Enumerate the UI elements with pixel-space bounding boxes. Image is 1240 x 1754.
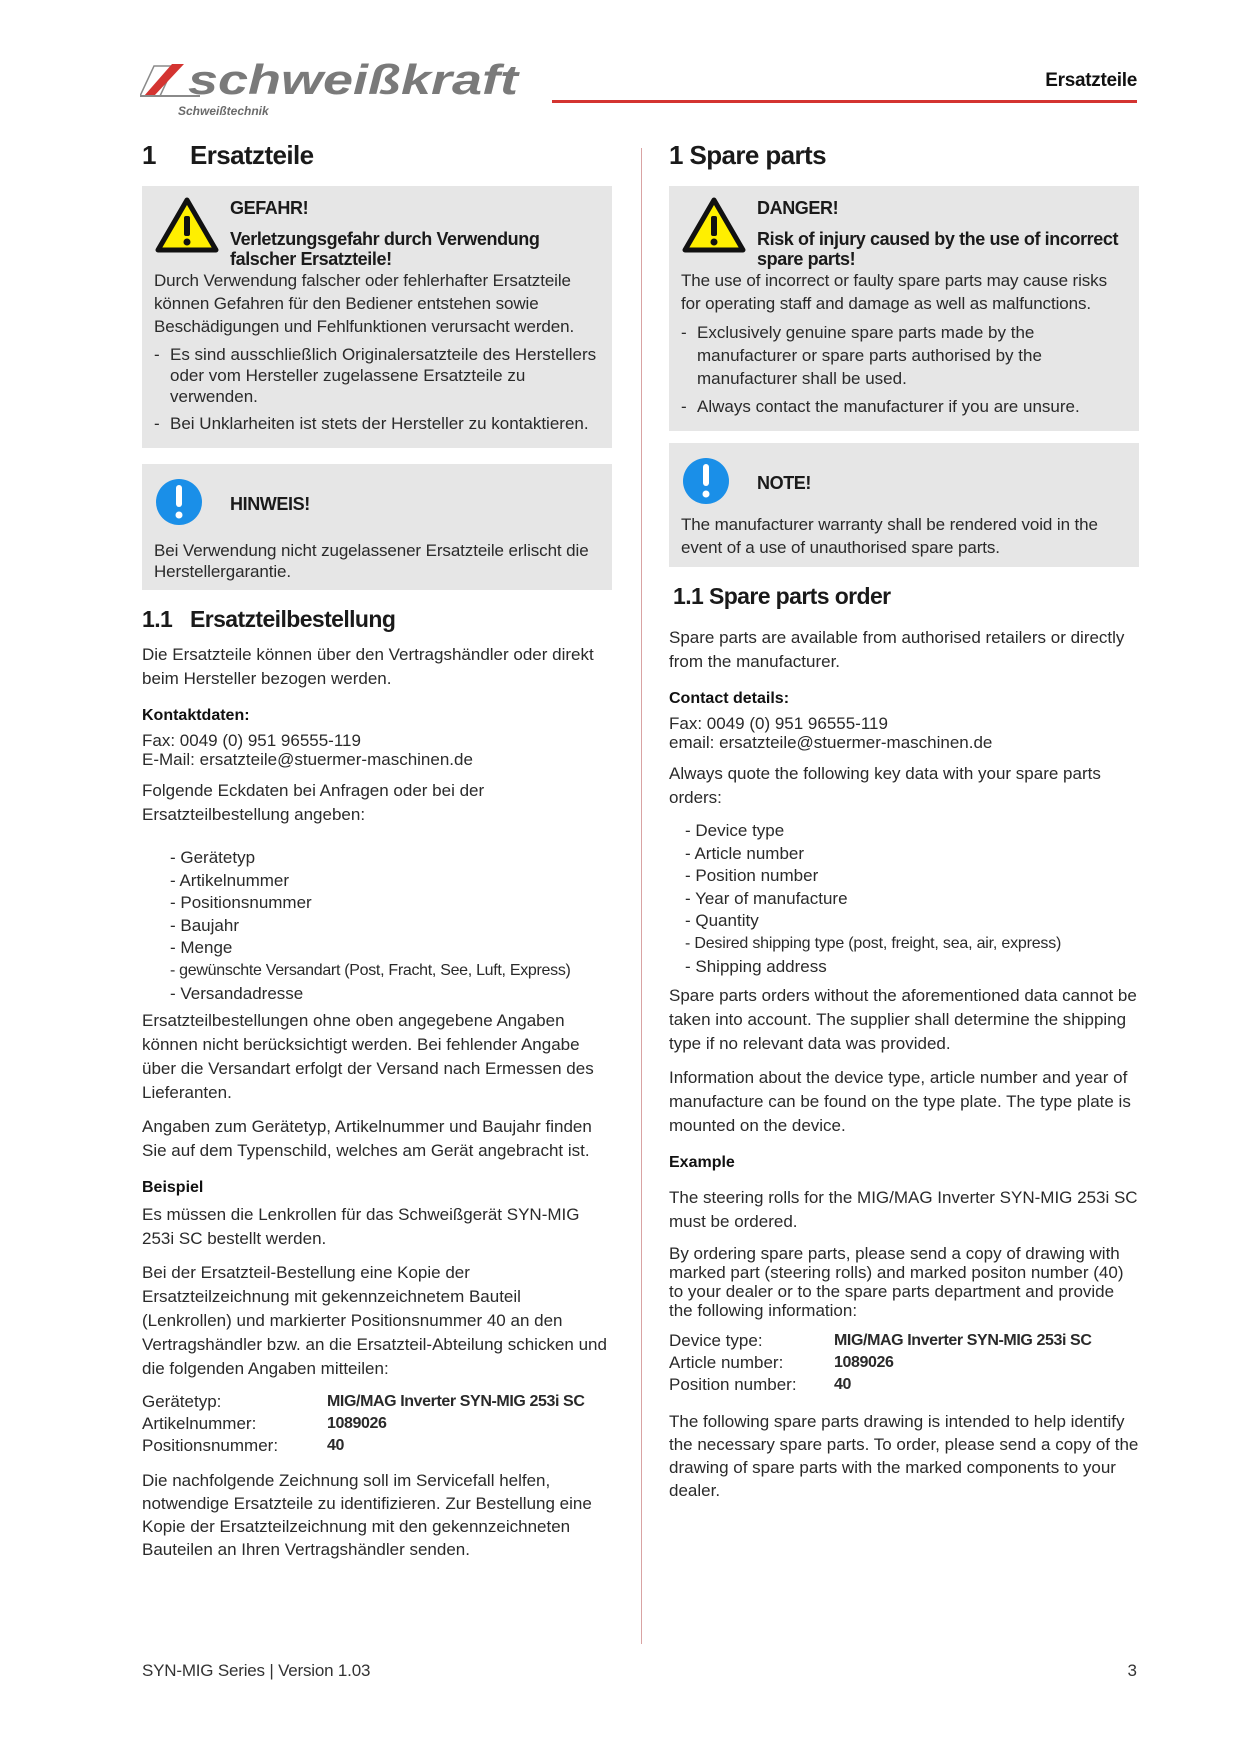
kv-row-article-number-en: Article number: 1089026 xyxy=(669,1353,894,1373)
danger-subtitle-en: Risk of injury caused by the use of incorrect spare parts! xyxy=(757,229,1119,269)
keydata-item-en: - Shipping address xyxy=(685,956,827,976)
note-text-en: The manufacturer warranty shall be rendered void in the event of a use of unauthorised spare parts. xyxy=(681,515,1098,557)
keydata-item-en: - Desired shipping type (post, freight, sea, air, express) xyxy=(685,934,1062,952)
keydata-item: - Baujahr xyxy=(170,915,239,935)
danger-box-en xyxy=(669,186,1139,431)
example-text: Es müssen die Lenkrollen für das Schweißgerät SYN-MIG 253i SC bestellt werden. xyxy=(142,1205,580,1249)
example-text-en: The steering rolls for the MIG/MAG Inverter SYN-MIG 253i SC must be ordered. xyxy=(669,1188,1138,1232)
danger-list-item: - Es sind ausschließlich Originalersatzteile des Herstellers oder vom Hersteller zugelassene Ersatzteile zu verwenden. xyxy=(154,344,600,407)
danger-box xyxy=(142,186,612,448)
fax-number: Fax: 0049 (0) 951 96555-119 xyxy=(142,731,361,750)
keydata-item: - gewünschte Versandart (Post, Fracht, See, Luft, Express) xyxy=(170,961,571,979)
closing-paragraph: Die nachfolgende Zeichnung soll im Servicefall helfen, notwendige Ersatzteile zu identifizieren. Zur Bestellung eine Kopie der Ersatzteilzeichnung mit den gekennzeichneten Bauteilen an Ihren Vertragshändler senden. xyxy=(142,1471,592,1560)
kv-row-device-type-en: Device type: MIG/MAG Inverter SYN-MIG 253i SC xyxy=(669,1331,1092,1351)
missing-data-paragraph: Ersatzteilbestellungen ohne oben angegebene Angaben können nicht berücksichtigt werden. Bei fehlender Angabe über die Versandart erfolgt der Versand nach Ermessen des Lieferanten. xyxy=(142,1011,594,1103)
right-column-english xyxy=(669,140,1139,1512)
running-header-title: Ersatzteile xyxy=(1045,70,1137,91)
keydata-intro-en: Always quote the following key data with your spare parts orders: xyxy=(669,764,1101,807)
kv-row-device-type: Gerätetyp: MIG/MAG Inverter SYN-MIG 253i SC xyxy=(142,1392,585,1412)
danger-title: GEFAHR! xyxy=(230,198,309,218)
page-title: 1 Ersatzteile xyxy=(142,140,314,170)
contact-label: Kontaktdaten: xyxy=(142,707,250,724)
typeplate-paragraph: Angaben zum Gerätetyp, Artikelnummer und Baujahr finden Sie auf dem Typenschild, welches am Gerät angebracht ist. xyxy=(142,1117,592,1161)
danger-list-item-en: - Always contact the manufacturer if you are unsure. xyxy=(681,396,1127,417)
column-divider xyxy=(641,148,642,1644)
keydata-item: - Artikelnummer xyxy=(170,870,290,890)
example-order-text-en: By ordering spare parts, please send a copy of drawing with marked part (steering rolls) and marked positon number (40) to your dealer or to the spare parts department and provide the following information: xyxy=(669,1244,1124,1321)
intro-paragraph-en: Spare parts are available from authorised retailers or directly from the manufacturer. xyxy=(669,628,1125,671)
closing-paragraph-en: The following spare parts drawing is intended to help identify the necessary spare parts. To order, please send a copy of the drawing of spare parts with the marked components to your dealer. xyxy=(669,1412,1139,1501)
page-number: 3 xyxy=(1127,1661,1137,1680)
subsection-heading: 1.1 Ersatzteilbestellung xyxy=(142,606,396,632)
email-address-en[interactable]: email: ersatzteile@stuermer-maschinen.de xyxy=(669,733,993,752)
keydata-item-en: - Quantity xyxy=(685,911,759,931)
logo-wordmark: schweißkraft xyxy=(188,56,521,102)
subsection-heading-en: 1.1 Spare parts order xyxy=(673,583,891,609)
page-title-en: 1 Spare parts xyxy=(669,140,826,170)
info-exclamation-icon xyxy=(154,474,220,532)
left-column-german xyxy=(142,140,612,1571)
email-address[interactable]: E-Mail: ersatzteile@stuermer-maschinen.de xyxy=(142,750,473,769)
contact-label-en: Contact details: xyxy=(669,690,790,707)
warning-triangle-icon xyxy=(154,196,220,254)
keydata-intro: Folgende Eckdaten bei Anfragen oder bei der Ersatzteilbestellung angeben: xyxy=(142,781,485,824)
keydata-item-en: - Position number xyxy=(685,866,819,886)
example-label: Beispiel xyxy=(142,1179,204,1197)
note-text: Bei Verwendung nicht zugelassener Ersatzteile erlischt die Herstellergarantie. xyxy=(154,541,589,581)
missing-data-paragraph-en: Spare parts orders without the aforementioned data cannot be taken into account. The supplier shall determine the shipping type if no relevant data was provided. xyxy=(669,986,1137,1054)
danger-text: Durch Verwendung falscher oder fehlerhafter Ersatzteile können Gefahren für den Bediener entstehen sowie Beschädigungen und Fehlfunktionen verursacht werden. xyxy=(154,271,575,336)
danger-list-item-en: - Exclusively genuine spare parts made by the manufacturer or spare parts authorised by the manufacturer shall be used. xyxy=(681,321,1127,390)
info-exclamation-icon xyxy=(681,453,747,511)
note-title: HINWEIS! xyxy=(230,493,310,514)
danger-text-en: The use of incorrect or faulty spare parts may cause risks for operating staff and damage as well as malfunctions. xyxy=(681,271,1107,313)
keydata-item: - Versandadresse xyxy=(170,983,304,1003)
fax-number-en: Fax: 0049 (0) 951 96555-119 xyxy=(669,714,888,733)
kv-row-article-number: Artikelnummer: 1089026 xyxy=(142,1414,387,1434)
keydata-item-en: - Article number xyxy=(685,843,805,863)
intro-paragraph: Die Ersatzteile können über den Vertragshändler oder direkt beim Hersteller bezogen werden. xyxy=(142,645,594,688)
header-rule xyxy=(552,100,1137,103)
keydata-item: - Positionsnummer xyxy=(170,893,312,913)
keydata-item-en: - Year of manufacture xyxy=(685,888,848,908)
footer-version: SYN-MIG Series | Version 1.03 xyxy=(142,1661,371,1680)
danger-title-en: DANGER! xyxy=(757,198,839,218)
schweisskraft-logo xyxy=(140,56,530,102)
example-order-text: Bei der Ersatzteil-Bestellung eine Kopie der Ersatzteilzeichnung mit gekennzeichnetem Bauteil (Lenkrollen) und markierter Positionsnummer 40 an den Vertragshändler bzw. an die Ersatzteil-Abteilung schicken und die folgenden Angaben mitteilen: xyxy=(142,1263,607,1379)
danger-subtitle: Verletzungsgefahr durch Verwendung falscher Ersatzteile! xyxy=(230,229,540,269)
note-box xyxy=(142,464,612,590)
note-box-en xyxy=(669,443,1139,567)
note-title-en: NOTE! xyxy=(757,472,811,493)
kv-row-position-number: Positionsnummer: 40 xyxy=(142,1436,344,1456)
keydata-item: - Menge xyxy=(170,938,233,958)
kv-row-position-number-en: Position number: 40 xyxy=(669,1375,851,1395)
logo-subtitle: Schweißtechnik xyxy=(178,104,269,118)
keydata-item: - Gerätetyp xyxy=(170,848,256,867)
warning-triangle-icon xyxy=(681,196,747,254)
danger-list-item: - Bei Unklarheiten ist stets der Hersteller zu kontaktieren. xyxy=(154,413,600,434)
typeplate-paragraph-en: Information about the device type, article number and year of manufacture can be found on the type plate. The type plate is mounted on the device. xyxy=(669,1068,1131,1136)
keydata-item-en: - Device type xyxy=(685,821,785,840)
example-label-en: Example xyxy=(669,1154,735,1172)
